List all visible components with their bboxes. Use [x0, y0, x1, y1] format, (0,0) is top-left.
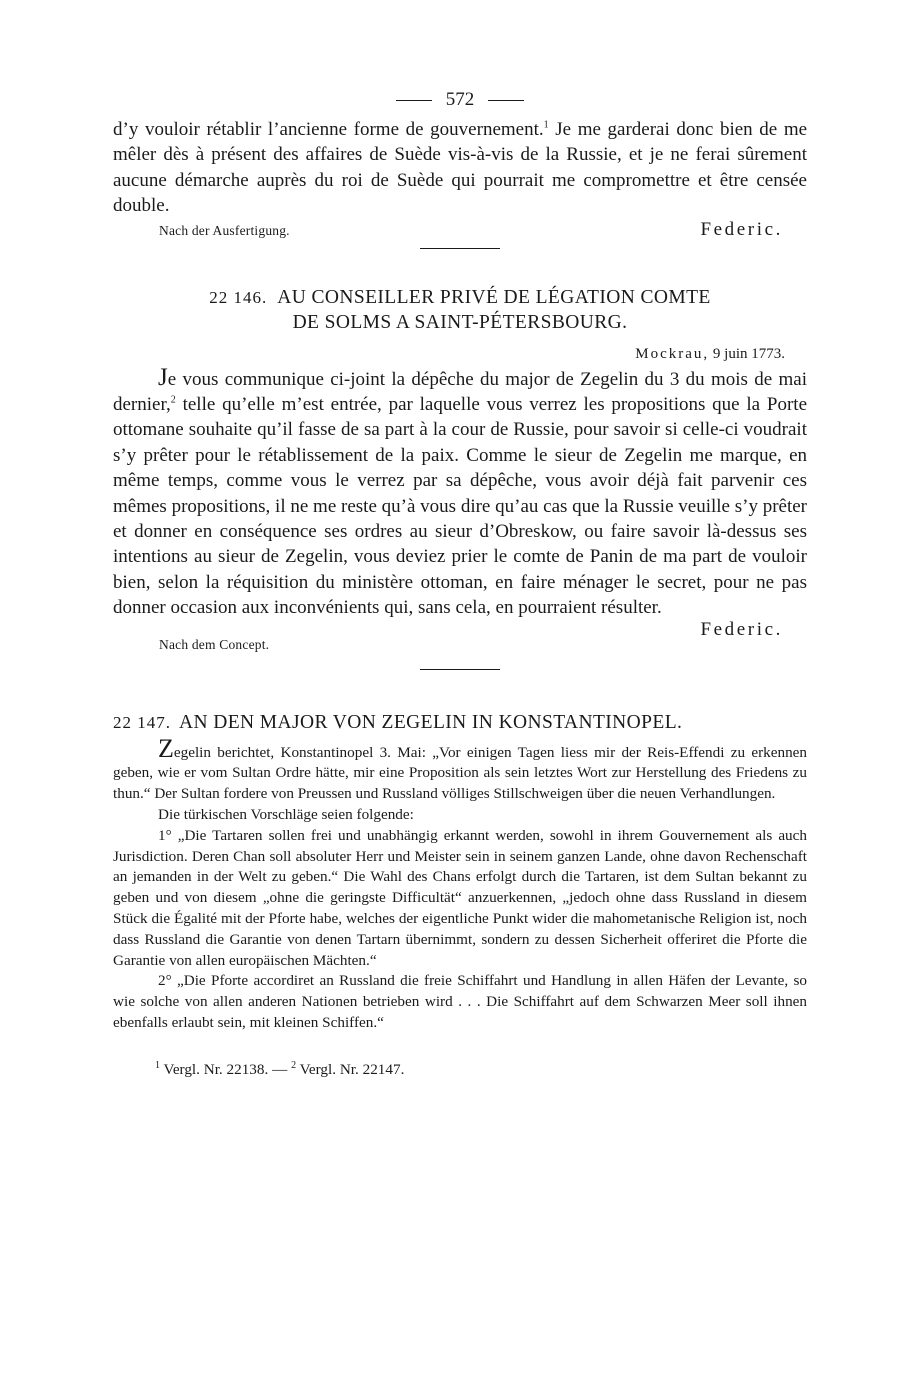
- signature: Federic.: [700, 218, 783, 240]
- continuation-after-ref: Je me garderai: [555, 119, 670, 140]
- source-note: Nach der Ausfertigung.: [159, 222, 290, 238]
- section-divider: [420, 248, 500, 249]
- paragraph-1: [113, 733, 807, 805]
- letter-body: [113, 733, 807, 1034]
- letter-number: 22 147.: [113, 712, 171, 732]
- header-dash-left: [396, 100, 432, 101]
- source-line-1: [113, 219, 807, 247]
- paragraph-3: 1° „Die Tartaren sollen frei und unabhängig erkannt werden, sowohl in ihrem Gouvernement als auch Jurisdiction. Deren Chan soll absoluter Herr und Meister sein in seinem ganzen Lande, ohne davon Rechenschaft an jemanden in der Welt zu geben.“ Die Wahl des Chans erfolgt durch die Tartaren, ist dem Sultan bekannt zu geben und von diesem „ohne die geringste Difficultät“ anzuerkennen, „jedoch ohne dass Russland in diesem Stück die Égalité mit der Pforte habe, welches der eigentliche Punkt wider die mahometanische Religion ist, noch dass Russland die Garantie von denen Tartarn übernimmt, sondern zu dessen Sicherheit offeriret die Pforte die Garantie von allen europäischen Mächten.“: [113, 826, 807, 969]
- page-number: 572: [445, 89, 475, 110]
- dropcap: Z: [158, 733, 174, 763]
- letter-22147: [113, 710, 807, 1034]
- paragraph-2: Die türkischen Vorschläge seien folgende:: [158, 806, 414, 824]
- footnote-ref-2: 2: [170, 394, 176, 406]
- section-divider: [420, 669, 500, 670]
- source-line-2: [113, 618, 807, 655]
- signature: Federic.: [700, 618, 783, 640]
- footnote-mark-1: 1: [155, 1059, 160, 1071]
- section-continuation: [113, 117, 807, 247]
- page-number-header: [113, 85, 807, 115]
- continuation-rest: donc bien de me mêler dès à présent des affaires de Suède vis-à-vis de la Russie, et je ne ferai sûrement aucune démarche auprès du roi de Suède qui pourrait me compromettre et être censée double.: [113, 119, 808, 217]
- footnote-1: Vergl. Nr. 22138. —: [163, 1060, 288, 1078]
- document-page: [113, 85, 807, 1080]
- header-dash-right: [488, 100, 524, 101]
- letter-heading: [113, 710, 807, 735]
- letter-body: [113, 363, 808, 621]
- paragraph-1-text: egelin berichtet, Konstantinopel 3. Mai: „Vor einigen Tagen liess mir der Reis-Effendi zu erkennen geben, wie er vom Sultan Ordre hätte, mir eine Proposition als sein letztes Wort zur Herstellung des Friedens zu thun.“ Der Sultan fordere von Preussen und Russland völliges Stillschweigen über die neuen Verhandlungen.: [113, 743, 807, 803]
- heading-line-2: DE SOLMS A SAINT-PÉTERSBOURG.: [292, 311, 628, 333]
- letter-22146: [113, 285, 807, 655]
- letter-heading: [113, 285, 807, 335]
- body-part-1: e vous communique ci-joint la dépêche du major de Zegelin du 3 du mois de mai dernier,: [113, 368, 807, 416]
- footnotes: [155, 1060, 807, 1080]
- continuation-line-1: d’y vouloir rétablir l’ancienne forme de gouvernement.: [113, 119, 544, 140]
- footnote-2: Vergl. Nr. 22147.: [299, 1060, 405, 1078]
- dateline: [113, 343, 807, 365]
- heading-title: AN DEN MAJOR VON ZEGELIN IN KONSTANTINOPEL.: [179, 711, 683, 733]
- letter-number: 22 146.: [209, 287, 268, 307]
- dateline-date: 9 juin 1773.: [712, 345, 785, 362]
- footnote-ref-1: 1: [543, 119, 549, 131]
- source-note: Nach dem Concept.: [159, 636, 270, 652]
- body-part-2: telle qu’elle m’est entrée, par laquelle vous verrez les propositions que la Porte ottomane souhaite qu’il fasse de sa part à la cour de Russie, pour savoir si celle-ci voudrait s’y prêter pour le rétablissement de la paix. Comme le sieur de Zegelin me marque, en même temps, comme vous le verrez par sa dépêche, vous avoir déjà fait parvenir ces mêmes propositions, il ne me reste qu’à vous dire qu’au cas que la Russie veuille s’y prêter et donner en conséquence ses ordres au sieur d’Obreskow, ou faire savoir là-dessus ses intentions au sieur de Zegelin, vous deviez prier le comte de Panin de ma part de vouloir bien, selon la réquisition du ministère ottoman, en faire ménager le secret, pour ne pas donner occasion aux inconvénients qui, sans cela, en pourraient résulter.: [113, 394, 808, 619]
- dropcap: J: [158, 363, 168, 391]
- paragraph-4: 2° „Die Pforte accordiret an Russland die freie Schiffahrt und Handlung in allen Häfen der Levante, so wie solche von allen anderen Nationen betrieben wird . . . Die Schiffahrt auf dem Schwarzen Meer soll ihnen ebenfalls erlaubt sein, mit kleinen Schiffen.“: [113, 972, 807, 1032]
- heading-title-1: AU CONSEILLER PRIVÉ DE LÉGATION COMTE: [277, 286, 711, 308]
- heading-line-1: [113, 285, 807, 310]
- dateline-place: Mockrau,: [635, 345, 710, 362]
- footnote-mark-2: 2: [291, 1059, 297, 1071]
- continuation-paragraph: [113, 117, 807, 219]
